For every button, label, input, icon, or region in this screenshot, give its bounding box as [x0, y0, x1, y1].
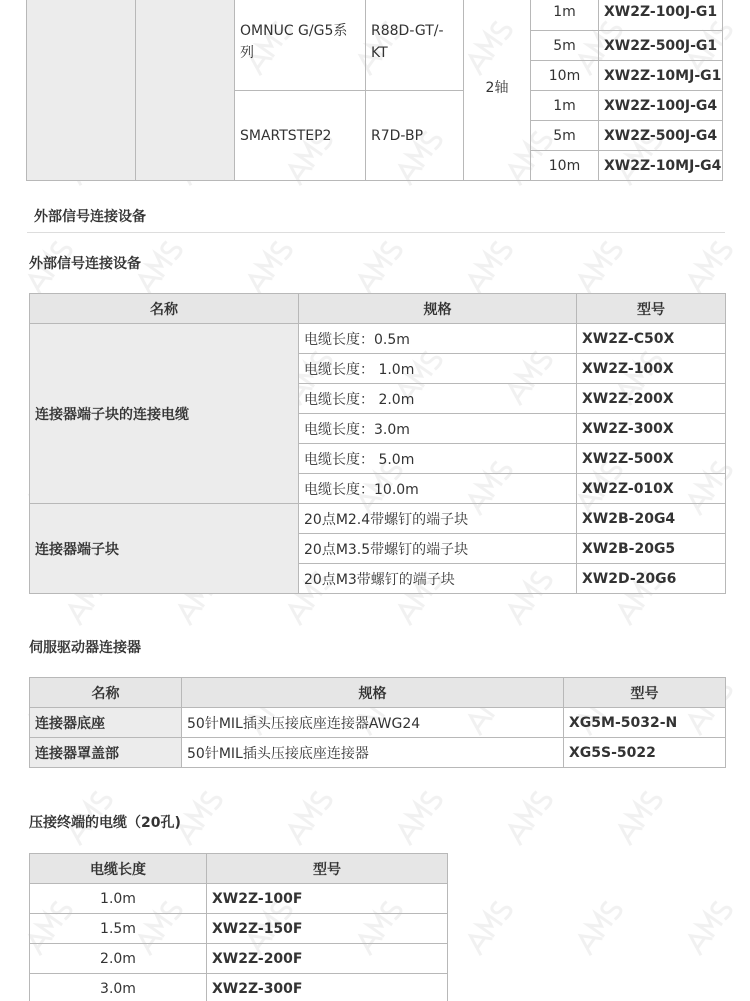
length-cell: 5m — [531, 31, 599, 61]
length-cell: 2.0m — [30, 944, 207, 974]
header-model: 型号 — [577, 294, 726, 324]
merged-cell-1 — [27, 0, 136, 181]
header-model: 型号 — [207, 854, 448, 884]
model-cell: XW2D-20G6 — [577, 564, 726, 594]
model-cell: XW2Z-200X — [577, 384, 726, 414]
part-cell: XW2Z-100J-G4 — [599, 91, 723, 121]
length-cell: 1m — [531, 91, 599, 121]
name-cell: 连接器底座 — [30, 708, 182, 738]
header-spec: 规格 — [182, 678, 564, 708]
header-name: 名称 — [30, 294, 299, 324]
series-cell: SMARTSTEP2 — [235, 91, 366, 181]
group-name: 连接器端子块的连接电缆 — [30, 324, 299, 504]
header-length: 电缆长度 — [30, 854, 207, 884]
length-cell: 1m — [531, 0, 599, 31]
header-spec: 规格 — [299, 294, 577, 324]
spec-cell: 电缆长度：3.0m — [299, 414, 577, 444]
model-cell: XW2B-20G4 — [577, 504, 726, 534]
model-cell: XW2Z-100F — [207, 884, 448, 914]
watermark-mark — [385, 780, 455, 850]
header-model: 型号 — [564, 678, 726, 708]
spec-cell: 电缆长度：0.5m — [299, 324, 577, 354]
model-cell: XW2Z-300F — [207, 974, 448, 1001]
watermark-mark — [345, 230, 415, 300]
watermark-mark — [495, 780, 565, 850]
length-cell: 10m — [531, 151, 599, 181]
watermark-mark — [565, 230, 635, 300]
servo-connector-title: 伺服驱动器连接器 — [29, 640, 141, 656]
watermark-mark — [675, 890, 745, 960]
spec-cell: 50针MIL插头压接底座连接器 — [182, 738, 564, 768]
model-cell: XW2Z-010X — [577, 474, 726, 504]
spec-cell: 50针MIL插头压接底座连接器AWG24 — [182, 708, 564, 738]
watermark-mark — [455, 890, 525, 960]
model-cell: XW2Z-300X — [577, 414, 726, 444]
model-cell: XW2Z-200F — [207, 944, 448, 974]
crimp-cable-title: 压接终端的电缆（20孔) — [29, 815, 181, 831]
model-cell: XG5S-5022 — [564, 738, 726, 768]
merged-cell-2 — [136, 0, 235, 181]
spec-cell: 电缆长度：10.0m — [299, 474, 577, 504]
series-cell: OMNUC G/G5系列 — [235, 0, 366, 91]
ext-signal-title: 外部信号连接设备 — [29, 256, 141, 272]
spec-cell: 20点M2.4带螺钉的端子块 — [299, 504, 577, 534]
spec-cell: 20点M3.5带螺钉的端子块 — [299, 534, 577, 564]
model-cell: XW2Z-100X — [577, 354, 726, 384]
section-title: 外部信号连接设备 — [34, 209, 146, 225]
model-cell: XW2Z-150F — [207, 914, 448, 944]
watermark-mark — [605, 780, 675, 850]
length-cell: 5m — [531, 121, 599, 151]
length-cell: 1.0m — [30, 884, 207, 914]
crimp-cable-table — [29, 853, 448, 1001]
length-cell: 10m — [531, 61, 599, 91]
watermark-mark — [565, 890, 635, 960]
group-name: 连接器端子块 — [30, 504, 299, 594]
watermark-mark — [455, 230, 525, 300]
driver-model-cell: R88D-GT/-KT — [366, 0, 464, 91]
part-cell: XW2Z-10MJ-G4 — [599, 151, 723, 181]
watermark-mark — [235, 230, 305, 300]
length-cell: 3.0m — [30, 974, 207, 1001]
driver-model-cell: R7D-BP — [366, 91, 464, 181]
watermark-mark — [675, 230, 745, 300]
spec-cell: 20点M3带螺钉的端子块 — [299, 564, 577, 594]
servo-connector-table — [29, 677, 726, 768]
section-divider — [27, 232, 725, 233]
model-cell: XW2Z-C50X — [577, 324, 726, 354]
spec-cell: 电缆长度： 5.0m — [299, 444, 577, 474]
spec-cell: 电缆长度： 2.0m — [299, 384, 577, 414]
spec-cell: 电缆长度： 1.0m — [299, 354, 577, 384]
header-name: 名称 — [30, 678, 182, 708]
part-cell: XW2Z-500J-G4 — [599, 121, 723, 151]
ext-signal-table — [29, 293, 726, 594]
part-cell: XW2Z-100J-G1 — [599, 0, 723, 31]
model-cell: XG5M-5032-N — [564, 708, 726, 738]
name-cell: 连接器罩盖部 — [30, 738, 182, 768]
watermark-mark — [275, 780, 345, 850]
model-cell: XW2B-20G5 — [577, 534, 726, 564]
part-cell: XW2Z-500J-G1 — [599, 31, 723, 61]
model-cell: XW2Z-500X — [577, 444, 726, 474]
part-cell: XW2Z-10MJ-G1 — [599, 61, 723, 91]
axis-cell: 2轴 — [464, 0, 531, 181]
servo-cable-table — [26, 0, 723, 181]
length-cell: 1.5m — [30, 914, 207, 944]
